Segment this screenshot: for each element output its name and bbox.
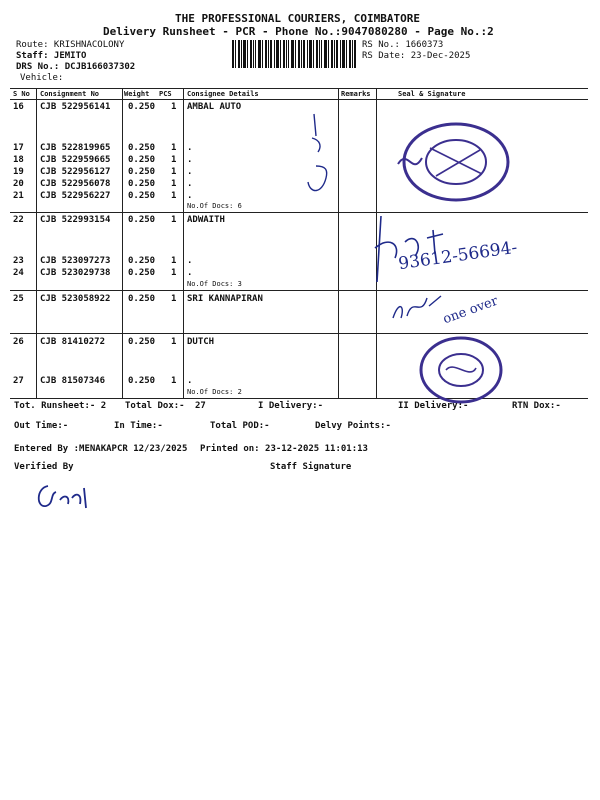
verifier-signature <box>30 478 110 518</box>
route-label: Route: KRISHNACOLONY <box>16 40 125 50</box>
in-time: In Time:- <box>114 421 163 431</box>
col-sno: S No <box>13 90 30 98</box>
column-divider <box>36 88 37 398</box>
rtn-dox: RTN Dox:- <box>512 401 561 411</box>
dutch-plantin-seal-stamp <box>418 334 504 404</box>
total-pod: Total POD:- <box>210 421 270 431</box>
i-delivery: I Delivery:- <box>258 401 324 411</box>
delvy-points: Delvy Points:- <box>315 421 391 431</box>
company-seal-stamp <box>390 118 520 208</box>
docs-count: No.Of Docs: 6 <box>187 202 242 210</box>
rs-no: RS No.: 1660373 <box>362 40 444 50</box>
handwritten-phone: 93612-56694- <box>397 237 519 275</box>
entered-by: Entered By :MENAKAPCR 12/23/2025 <box>14 444 188 454</box>
col-weight: Weight <box>124 90 150 98</box>
verified-by: Verified By <box>14 462 74 472</box>
col-pcs: PCS <box>159 90 172 98</box>
docs-count: No.Of Docs: 2 <box>187 388 242 396</box>
handwritten-mark <box>296 108 336 198</box>
total-runsheet: Tot. Runsheet:- 2 <box>14 401 107 411</box>
total-dox-value: 27 <box>195 401 206 411</box>
column-divider <box>183 88 184 398</box>
docs-count: No.Of Docs: 3 <box>187 280 242 288</box>
total-dox-label: Total Dox:- <box>125 401 185 411</box>
table-header-border <box>10 99 588 100</box>
company-title: THE PROFESSIONAL COURIERS, COIMBATORE <box>175 12 421 25</box>
ii-delivery: II Delivery:- <box>398 401 469 411</box>
rs-date: RS Date: 23-Dec-2025 <box>362 51 471 61</box>
handwritten-note: one over <box>441 293 500 328</box>
runsheet-subtitle: Delivery Runsheet - PCR - Phone No.:9047080280 - Page No.:2 <box>103 25 494 38</box>
column-divider <box>338 88 339 398</box>
vehicle-label: Vehicle: <box>20 73 64 83</box>
printed-on: Printed on: 23-12-2025 11:01:13 <box>200 444 368 454</box>
col-seal-signature: Seal & Signature <box>398 90 466 98</box>
handwritten-initials <box>385 288 445 328</box>
col-consignment: Consignment No <box>40 90 100 98</box>
column-divider <box>122 88 123 398</box>
out-time: Out Time:- <box>14 421 69 431</box>
table-top-border <box>10 88 588 89</box>
staff-label: Staff: JEMITO <box>16 51 87 61</box>
col-remarks: Remarks <box>341 90 371 98</box>
staff-signature-label: Staff Signature <box>270 462 352 472</box>
col-consignee: Consignee Details <box>187 90 259 98</box>
barcode-icon <box>232 40 356 68</box>
drs-label: DRS No.: DCJB166037302 <box>16 62 136 72</box>
